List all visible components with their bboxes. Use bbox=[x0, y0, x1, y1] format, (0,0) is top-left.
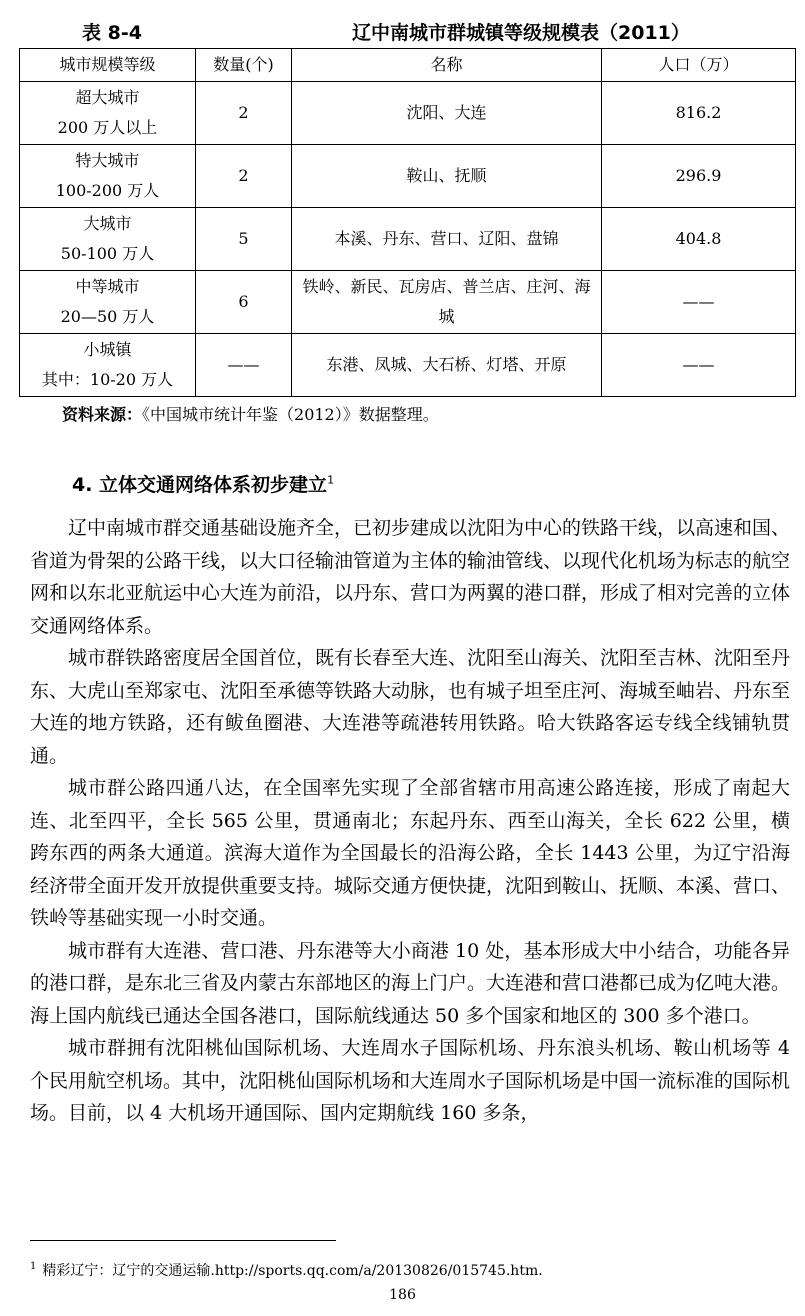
header-names: 名称 bbox=[292, 49, 602, 82]
cell-population: —— bbox=[602, 271, 796, 334]
city-scale-table bbox=[19, 48, 796, 397]
source-label: 资料来源： bbox=[62, 405, 143, 424]
cell-population: 296.9 bbox=[602, 145, 796, 208]
cell-count: 6 bbox=[196, 271, 292, 334]
cell-population: —— bbox=[602, 334, 796, 397]
cell-level: 特大城市 100-200 万人 bbox=[20, 145, 196, 208]
cell-population: 816.2 bbox=[602, 82, 796, 145]
table-caption bbox=[0, 14, 805, 46]
page-number: 186 bbox=[389, 1287, 416, 1303]
table-row bbox=[20, 145, 796, 208]
table-row bbox=[20, 334, 796, 397]
cell-count: 5 bbox=[196, 208, 292, 271]
header-population: 人口（万） bbox=[602, 49, 796, 82]
paragraph: 城市群有大连港、营口港、丹东港等大小商港 10 处，基本形成大中小结合，功能各异的港口群，是东北三省及内蒙古东部地区的海上门户。大连港和营口港都已成为亿吨大港。海上国内航线已通达全国各港口，国际航线通达 50 多个国家和地区的 300 多个港口。 bbox=[30, 939, 791, 1027]
cell-count: 2 bbox=[196, 82, 292, 145]
header-level: 城市规模等级 bbox=[20, 49, 196, 82]
table-row bbox=[20, 271, 796, 334]
table-number: 表 8-4 bbox=[82, 22, 142, 44]
footnote-divider bbox=[30, 1240, 336, 1241]
table-source-note bbox=[62, 402, 439, 425]
body-text bbox=[30, 512, 790, 1130]
footnote-ref: 1 bbox=[327, 473, 335, 487]
table-header-row bbox=[20, 49, 796, 82]
paragraph: 城市群拥有沈阳桃仙国际机场、大连周水子国际机场、丹东浪头机场、鞍山机场等 4 个民用航空机场。其中，沈阳桃仙国际机场和大连周水子国际机场是中国一流标准的国际机场。目前，以 4 大机场开通国际、国内定期航线 160 多条， bbox=[30, 1037, 791, 1124]
footnote bbox=[30, 1260, 543, 1280]
footnote-mark: 1 bbox=[30, 1261, 37, 1273]
cell-level: 小城镇 其中：10-20 万人 bbox=[20, 334, 196, 397]
cell-names: 东港、凤城、大石桥、灯塔、开原 bbox=[292, 334, 602, 397]
cell-population: 404.8 bbox=[602, 208, 796, 271]
cell-level: 大城市 50-100 万人 bbox=[20, 208, 196, 271]
cell-level: 中等城市 20—50 万人 bbox=[20, 271, 196, 334]
cell-names: 鞍山、抚顺 bbox=[292, 145, 602, 208]
cell-level: 超大城市 200 万人以上 bbox=[20, 82, 196, 145]
cell-count: —— bbox=[196, 334, 292, 397]
cell-count: 2 bbox=[196, 145, 292, 208]
paragraph: 辽中南城市群交通基础设施齐全，已初步建成以沈阳为中心的铁路干线，以高速和国、省道为骨架的公路干线，以大口径输油管道为主体的输油管线、以现代化机场为标志的航空网和以东北亚航运中心大连为前沿，以丹东、营口为两翼的港口群，形成了相对完善的立体交通网络体系。 bbox=[30, 517, 791, 637]
table-title: 辽中南城市群城镇等级规模表（2011） bbox=[352, 22, 690, 44]
source-text: 《中国城市统计年鉴（2012）》数据整理。 bbox=[142, 405, 439, 424]
paragraph: 城市群公路四通八达，在全国率先实现了全部省辖市用高速公路连接，形成了南起大连、北至四平，全长 565 公里，贯通南北；东起丹东、西至山海关，全长 622 公里，横跨东西的两条大通道。滨海大道作为全国最长的沿海公路，全长 1443 公里，为辽宁沿海经济带全面开发开放提供重要支持。城际交通方便快捷，沈阳到鞍山、抚顺、本溪、营口、铁岭等基础实现一小时交通。 bbox=[30, 777, 791, 929]
section-heading-text: 4. 立体交通网络体系初步建立 bbox=[72, 474, 328, 496]
cell-names: 铁岭、新民、瓦房店、普兰店、庄河、海城 bbox=[292, 271, 602, 334]
table-row bbox=[20, 82, 796, 145]
paragraph: 城市群铁路密度居全国首位，既有长春至大连、沈阳至山海关、沈阳至吉林、沈阳至丹东、大虎山至郑家屯、沈阳至承德等铁路大动脉，也有城子坦至庄河、海城至岫岩、丹东至大连的地方铁路，还有鲅鱼圈港、大连港等疏港转用铁路。哈大铁路客运专线全线铺轨贯通。 bbox=[30, 647, 791, 767]
table-row bbox=[20, 208, 796, 271]
cell-names: 沈阳、大连 bbox=[292, 82, 602, 145]
section-heading bbox=[72, 470, 334, 497]
header-count: 数量(个) bbox=[196, 49, 292, 82]
cell-names: 本溪、丹东、营口、辽阳、盘锦 bbox=[292, 208, 602, 271]
footnote-text: 精彩辽宁：辽宁的交通运输.http://sports.qq.com/a/20130826/015745.htm. bbox=[42, 1263, 543, 1279]
